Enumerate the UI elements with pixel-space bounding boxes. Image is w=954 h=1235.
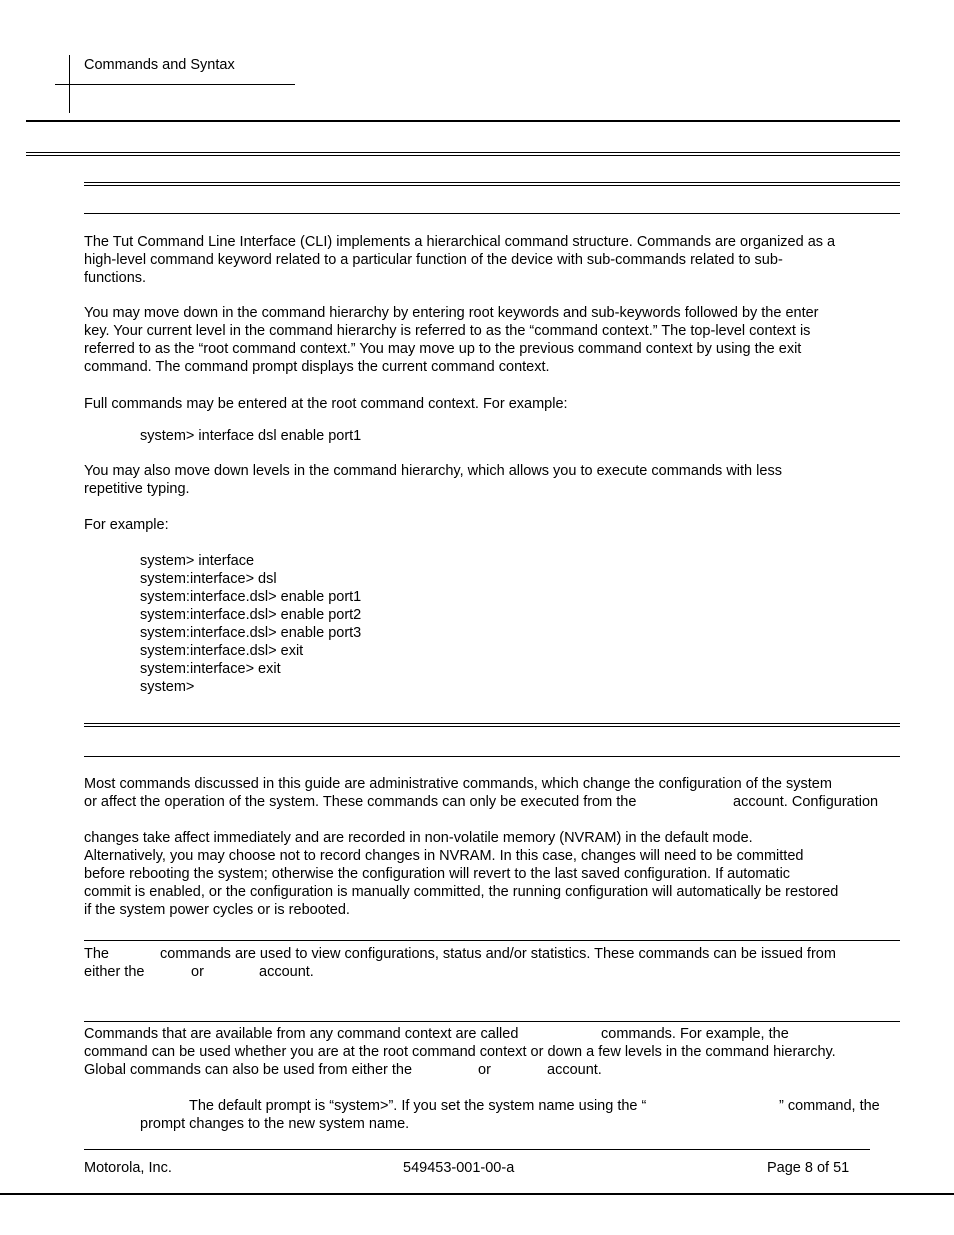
show-text: commands are used to view configurations, status and/or statistics. These commands can be issued from — [160, 946, 836, 962]
intro-line: functions. — [84, 270, 147, 286]
move-line: You may move down in the command hierarchy by entering root keywords and sub-keywords followed by the enter — [84, 305, 819, 321]
admin-line: Alternatively, you may choose not to record changes in NVRAM. In this case, changes will need to be committed — [84, 848, 804, 864]
example-session-line: system:interface.dsl> enable port2 — [140, 607, 362, 623]
note-text: ” command, the — [779, 1098, 880, 1114]
chapter-double-rule-bottom — [26, 155, 900, 156]
intro-line: high-level command keyword related to a particular function of the device with sub-commands related to sub- — [84, 252, 783, 268]
note-text: prompt changes to the new system name. — [140, 1116, 410, 1132]
global-text: commands. For example, the — [601, 1026, 789, 1042]
example-command-block — [140, 427, 361, 445]
full-commands-paragraph — [84, 395, 568, 413]
subsection-rule — [84, 940, 900, 941]
admin-line: commit is enabled, or the configuration is manually committed, the running configuration will automatically be restored — [84, 884, 839, 900]
for-example-line: For example: — [84, 517, 169, 533]
example-session-line: system:interface> exit — [140, 661, 281, 677]
section-double-rule-bottom — [84, 726, 900, 727]
full-commands-line: Full commands may be entered at the root command context. For example: — [84, 396, 568, 412]
global-text: command can be used whether you are at the root command context or down a few levels in the command hierarchy. — [84, 1044, 836, 1060]
admin-line: account. Configuration — [733, 794, 879, 810]
show-text: either the — [84, 964, 145, 980]
section-rule — [84, 213, 900, 214]
footer-doc-number: 549453-001-00-a — [403, 1160, 515, 1176]
example-session-line: system:interface.dsl> enable port1 — [140, 589, 362, 605]
example-session-block — [140, 552, 361, 696]
chapter-double-rule-top — [26, 152, 900, 153]
global-text: Global commands can also be used from either the — [84, 1062, 413, 1078]
example-session-line: system:interface> dsl — [140, 571, 277, 587]
footer-page-number: Page 8 of 51 — [767, 1160, 850, 1176]
header-section-title: Commands and Syntax — [84, 57, 235, 73]
levels-paragraph — [84, 462, 782, 498]
show-text: The — [84, 946, 109, 962]
show-text: account. — [259, 964, 314, 980]
admin-line: before rebooting the system; otherwise the configuration will revert to the last saved configuration. If automatic — [84, 866, 791, 882]
header-short-rule — [55, 84, 295, 85]
admin-line: if the system power cycles or is rebooted. — [84, 902, 350, 918]
subsection-rule — [84, 1021, 900, 1022]
example-session-line: system:interface.dsl> exit — [140, 643, 304, 659]
footer-rule — [84, 1149, 870, 1150]
global-text: or — [478, 1062, 491, 1078]
section-double-rule-top — [84, 182, 900, 183]
note-text: The default prompt is “system>”. If you set the system name using the “ — [189, 1098, 647, 1114]
levels-line: repetitive typing. — [84, 481, 190, 497]
global-text: Commands that are available from any command context are called — [84, 1026, 519, 1042]
show-text: or — [191, 964, 204, 980]
for-example-paragraph — [84, 516, 169, 534]
top-rule — [26, 120, 900, 122]
bottom-rule — [0, 1193, 954, 1195]
example-session-line: system> — [140, 679, 195, 695]
global-text: account. — [547, 1062, 602, 1078]
example-command: system> interface dsl enable port1 — [140, 428, 362, 444]
admin-line: or affect the operation of the system. These commands can only be executed from the — [84, 794, 637, 810]
intro-paragraph — [84, 233, 835, 287]
section-double-rule-top — [84, 723, 900, 724]
move-line: key. Your current level in the command hierarchy is referred to as the “command context.” The top-level context is — [84, 323, 811, 339]
levels-line: You may also move down levels in the command hierarchy, which allows you to execute commands with less — [84, 463, 782, 479]
example-session-line: system:interface.dsl> enable port3 — [140, 625, 362, 641]
section-rule — [84, 756, 900, 757]
intro-line: The Tut Command Line Interface (CLI) implements a hierarchical command structure. Commands are organized as a — [84, 234, 836, 250]
footer-company: Motorola, Inc. — [84, 1160, 172, 1176]
move-line: command. The command prompt displays the current command context. — [84, 359, 550, 375]
admin-line: Most commands discussed in this guide are administrative commands, which change the configuration of the system — [84, 776, 832, 792]
example-session-line: system> interface — [140, 553, 255, 569]
move-line: referred to as the “root command context.” You may move up to the previous command context by using the exit — [84, 341, 802, 357]
admin-paragraph-rest — [84, 829, 838, 919]
move-paragraph — [84, 304, 819, 376]
section-double-rule-bottom — [84, 185, 900, 186]
admin-line: changes take affect immediately and are recorded in non-volatile memory (NVRAM) in the default mode. — [84, 830, 753, 846]
